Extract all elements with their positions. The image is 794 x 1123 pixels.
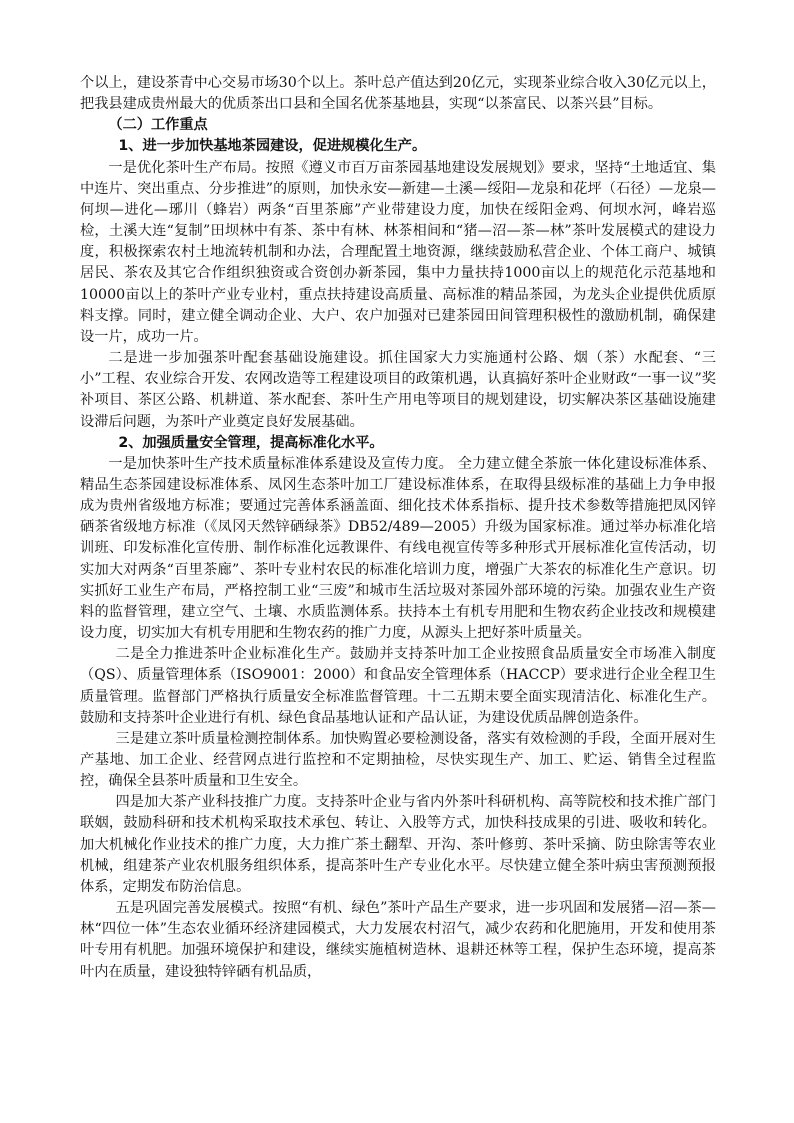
paragraph-2-4: 四是加大茶产业科技推广力度。支持茶叶企业与省内外茶叶科研机构、高等院校和技术推广部门联姻，鼓励科研和技术机构采取技术承包、转让、入股等方式，加快科技成果的引进、吸收和转化。加大机械化作业技术的推广力度，大力推广茶土翻犁、开沟、茶叶修剪、茶叶采摘、防虫除害等农业机械，组建茶产业农机服务组织体系，提高茶叶生产专业化水平。尽快建立健全茶叶病虫害预测预报体系，定期发布防治信息。 [80, 794, 716, 895]
section-heading: （二）工作重点 [108, 117, 208, 134]
paragraph-2-3: 三是建立茶叶质量检测控制体系。加快购置必要检测设备，落实有效检测的手段，全面开展对生产基地、加工企业、经营网点进行监控和不定期抽检，尽快实现生产、加工、贮运、销售全过程监控，确保全县茶叶质量和卫生安全。 [80, 730, 716, 790]
subheading-2: 2、加强质量安全管理，提高标准化水平。 [118, 434, 384, 451]
subheading-1: 1、进一步加快基地茶园建设，促进规模化生产。 [118, 138, 427, 155]
paragraph-intro: 个以上，建设茶青中心交易市场30个以上。茶叶总产值达到20亿元，实现茶业综合收入30亿元以上，把我县建成贵州最大的优质茶出口县和全国名优茶基地县，实现“以茶富民、以茶兴县”目标。 [80, 75, 716, 113]
paragraph-2-5: 五是巩固完善发展模式。按照“有机、绿色”茶叶产品生产要求，进一步巩固和发展猪—沼—茶—林“四位一体”生态农业循环经济建园模式，大力发展农村沼气，减少农药和化肥施用，开发和使用茶叶专用有机肥。加强环境保护和建设，继续实施植树造林、退耕还林等工程，保护生态环境，提高茶叶内在质量，建设独特锌硒有机品质， [80, 900, 716, 980]
paragraph-1-2: 二是进一步加强茶叶配套基础设施建设。抓住国家大力实施通村公路、烟（茶）水配套、“三小”工程、农业综合开发、农网改造等工程建设项目的政策机遇，认真搞好茶叶企业财政“一事一议”奖补项目、茶区公路、机耕道、茶水配套、茶叶生产用电等项目的规划建设，切实解决茶区基础设施建设滞后问题，为茶叶产业奠定良好发展基础。 [80, 350, 716, 430]
paragraph-1-1: 一是优化茶叶生产布局。按照《遵义市百万亩茶园基地建设发展规划》要求，坚持“土地适宜、集中连片、突出重点、分步推进”的原则，加快永安—新建—土溪—绥阳—龙泉和花坪（石径）—龙泉—何坝—进化—琊川（蜂岩）两条“百里茶廊”产业带建设力度，加快在绥阳金鸡、何坝水河，峰岩巡检，土溪大连“复制”田坝林中有茶、茶中有林、林茶相间和“猪—沼—茶—林”茶叶发展模式的建设力度，积极探索农村土地流转机制和办法，合理配置土地资源，继续鼓励私营企业、个体工商户、城镇居民、茶农及其它合作组织独资或合资创办新茶园，集中力量扶持1000亩以上的规范化示范基地和10000亩以上的茶叶产业专业村，重点扶持建设高质量、高标准的精品茶园，为龙头企业提供优质原料支撑。同时，建立健全调动企业、大户、农户加强对已建茶园田间管理积极性的激励机制，确保建设一片，成功一片。 [80, 159, 716, 345]
paragraph-2-2: 二是全力推进茶叶企业标准化生产。鼓励并支持茶叶加工企业按照食品质量安全市场准入制度（QS）、质量管理体系（ISO9001：2000）和食品安全管理体系（HACCP）要求进行企业全程卫生质量管理。监督部门严格执行质量安全标准监督管理。十二五期末要全面实现清洁化、标准化生产。鼓励和支持茶叶企业进行有机、绿色食品基地认证和产品认证，为建设优质品牌创造条件。 [80, 646, 716, 726]
document-page [80, 73, 716, 983]
paragraph-2-1: 一是加快茶叶生产技术质量标准体系建设及宣传力度。 全力建立健全茶旅一体化建设标准体系、精品生态茶园建设标准体系、凤冈生态茶叶加工厂建设标准体系，在取得县级标准的基础上力争申报成为贵州省级地方标准；要通过完善体系涵盖面、细化技术体系指标、提升技术参数等措施把凤冈锌硒茶省级地方标准（《凤冈天然锌硒绿茶》DB52/489—2005）升级为国家标准。通过举办标准化培训班、印发标准化宣传册、制作标准化远教课件、有线电视宣传等多种形式开展标准化宣传活动，切实加大对两条“百里茶廊”、茶叶专业村农民的标准化培训力度，增强广大茶农的标准化生产意识。切实抓好工业生产布局，严格控制工业“三废”和城市生活垃圾对茶园外部环境的污染。加强农业生产资料的监督管理，建立空气、土壤、水质监测体系。扶持本土有机专用肥和生物农药企业技改和规模建设力度，切实加大有机专用肥和生物农药的推广力度，从源头上把好茶叶质量关。 [80, 455, 716, 642]
